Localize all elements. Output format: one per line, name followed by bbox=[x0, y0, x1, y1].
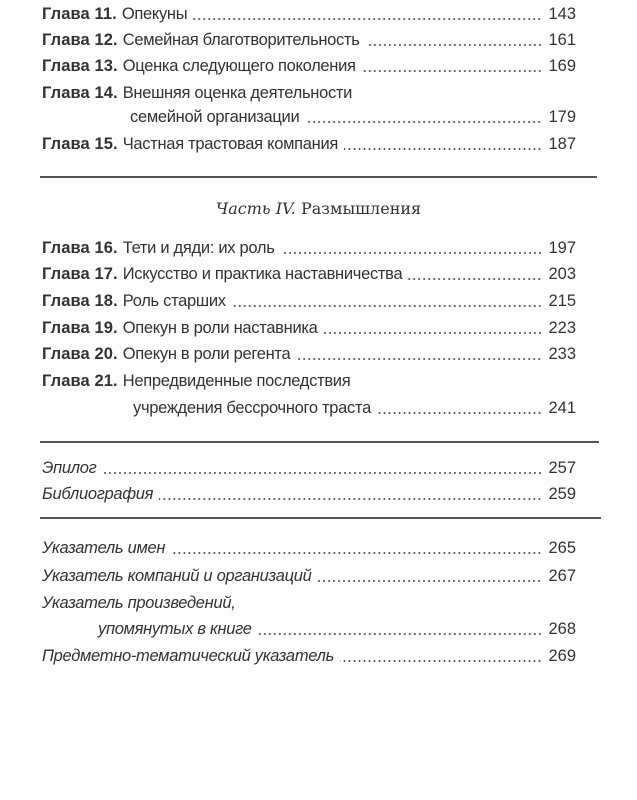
page-number: 179 bbox=[548, 108, 576, 126]
toc-entry-ch12[interactable] bbox=[42, 28, 576, 52]
page-number: 259 bbox=[548, 485, 576, 503]
toc-entry-epilogue[interactable] bbox=[42, 456, 576, 480]
toc-entry-subject-index[interactable] bbox=[42, 644, 576, 668]
dot-leader bbox=[362, 70, 542, 72]
chapter-label: Глава 12. bbox=[42, 31, 118, 49]
dot-leader bbox=[103, 472, 542, 474]
chapter-label: Глава 17. bbox=[42, 265, 118, 283]
toc-entry-ch17[interactable] bbox=[42, 262, 576, 286]
toc-entry-ch14-continuation[interactable] bbox=[130, 105, 576, 129]
page-number: 223 bbox=[548, 319, 576, 337]
dot-leader bbox=[317, 580, 542, 582]
page-number: 143 bbox=[548, 5, 576, 23]
toc-entry-ch13[interactable] bbox=[42, 54, 576, 78]
toc-entry-company-index[interactable] bbox=[42, 564, 576, 588]
page-number: 215 bbox=[548, 292, 576, 310]
toc-entry-ch20[interactable] bbox=[42, 342, 576, 366]
toc-entry-ch14[interactable] bbox=[42, 81, 576, 105]
page-number: 203 bbox=[548, 265, 576, 283]
page-number: 241 bbox=[548, 399, 576, 417]
toc-entry-ch19[interactable] bbox=[42, 316, 576, 340]
toc-entry-ch21[interactable] bbox=[42, 369, 576, 393]
page-number: 269 bbox=[548, 647, 576, 665]
page-number: 267 bbox=[548, 567, 576, 585]
chapter-title: Внешняя оценка деятельности bbox=[122, 84, 353, 102]
chapter-title: Оценка следующего поколения bbox=[122, 57, 356, 75]
chapter-title: Искусство и практика наставничества bbox=[122, 265, 403, 283]
chapter-title: Опекун в роли наставника bbox=[122, 319, 318, 337]
chapter-label: Глава 14. bbox=[42, 84, 118, 102]
dot-leader bbox=[232, 305, 542, 307]
section-divider bbox=[40, 441, 599, 443]
chapter-label: Глава 15. bbox=[42, 135, 118, 153]
chapter-title: Частная трастовая компания bbox=[122, 135, 338, 153]
page-number: 257 bbox=[548, 459, 576, 477]
toc-entry-ch21-continuation[interactable] bbox=[133, 396, 576, 420]
dot-leader bbox=[159, 498, 542, 500]
dot-leader bbox=[408, 278, 542, 280]
page-number: 169 bbox=[548, 57, 576, 75]
page-number: 187 bbox=[548, 135, 576, 153]
chapter-title: Тети и дяди: их роль bbox=[122, 239, 275, 257]
entry-title: Библиография bbox=[42, 485, 154, 503]
chapter-label: Глава 13. bbox=[42, 57, 118, 75]
dot-leader bbox=[344, 148, 542, 150]
chapter-label: Глава 20. bbox=[42, 345, 118, 363]
chapter-title: Роль старших bbox=[122, 292, 226, 310]
page-number: 161 bbox=[548, 31, 576, 49]
entry-title: Эпилог bbox=[42, 459, 97, 477]
toc-entry-name-index[interactable] bbox=[42, 536, 576, 560]
dot-leader bbox=[377, 412, 542, 414]
entry-title: Указатель компаний и организаций bbox=[42, 567, 312, 585]
chapter-title-continuation: учреждения бессрочного траста bbox=[133, 399, 371, 417]
dot-leader bbox=[366, 44, 542, 46]
chapter-label: Глава 16. bbox=[42, 239, 118, 257]
toc-entry-ch18[interactable] bbox=[42, 289, 576, 313]
dot-leader bbox=[258, 633, 542, 635]
dot-leader bbox=[281, 252, 542, 254]
entry-title-continuation: упомянутых в книге bbox=[98, 620, 252, 638]
chapter-title-continuation: семейной организации bbox=[130, 108, 300, 126]
chapter-label: Глава 19. bbox=[42, 319, 118, 337]
part-heading bbox=[0, 199, 637, 218]
entry-title: Предметно-тематический указатель bbox=[42, 647, 334, 665]
dot-leader bbox=[193, 18, 542, 20]
toc-entry-works-index[interactable] bbox=[42, 591, 576, 615]
chapter-title: Опекуны bbox=[121, 5, 188, 23]
chapter-title: Опекун в роли регента bbox=[122, 345, 291, 363]
toc-entry-ch15[interactable] bbox=[42, 132, 576, 156]
section-divider bbox=[40, 176, 597, 178]
toc-entry-ch11[interactable] bbox=[42, 2, 576, 26]
dot-leader bbox=[324, 332, 542, 334]
toc-entry-works-index-continuation[interactable] bbox=[98, 617, 576, 641]
entry-title: Указатель имен bbox=[42, 539, 166, 557]
chapter-title: Непредвиденные последствия bbox=[122, 372, 351, 390]
entry-title: Указатель произведений, bbox=[42, 594, 236, 612]
chapter-label: Глава 18. bbox=[42, 292, 118, 310]
dot-leader bbox=[171, 552, 542, 554]
toc-entry-bibliography[interactable] bbox=[42, 482, 576, 506]
dot-leader bbox=[296, 358, 542, 360]
section-divider bbox=[40, 517, 601, 519]
part-prefix: Часть IV. bbox=[215, 199, 296, 218]
toc-entry-ch16[interactable] bbox=[42, 236, 576, 260]
page-number: 265 bbox=[548, 539, 576, 557]
part-title: Размышления bbox=[300, 199, 422, 218]
dot-leader bbox=[305, 121, 542, 123]
page-number: 197 bbox=[548, 239, 576, 257]
chapter-label: Глава 21. bbox=[42, 372, 118, 390]
page-number: 233 bbox=[548, 345, 576, 363]
page-number: 268 bbox=[548, 620, 576, 638]
chapter-label: Глава 11. bbox=[42, 5, 117, 23]
dot-leader bbox=[340, 660, 542, 662]
chapter-title: Семейная благотворительность bbox=[122, 31, 360, 49]
